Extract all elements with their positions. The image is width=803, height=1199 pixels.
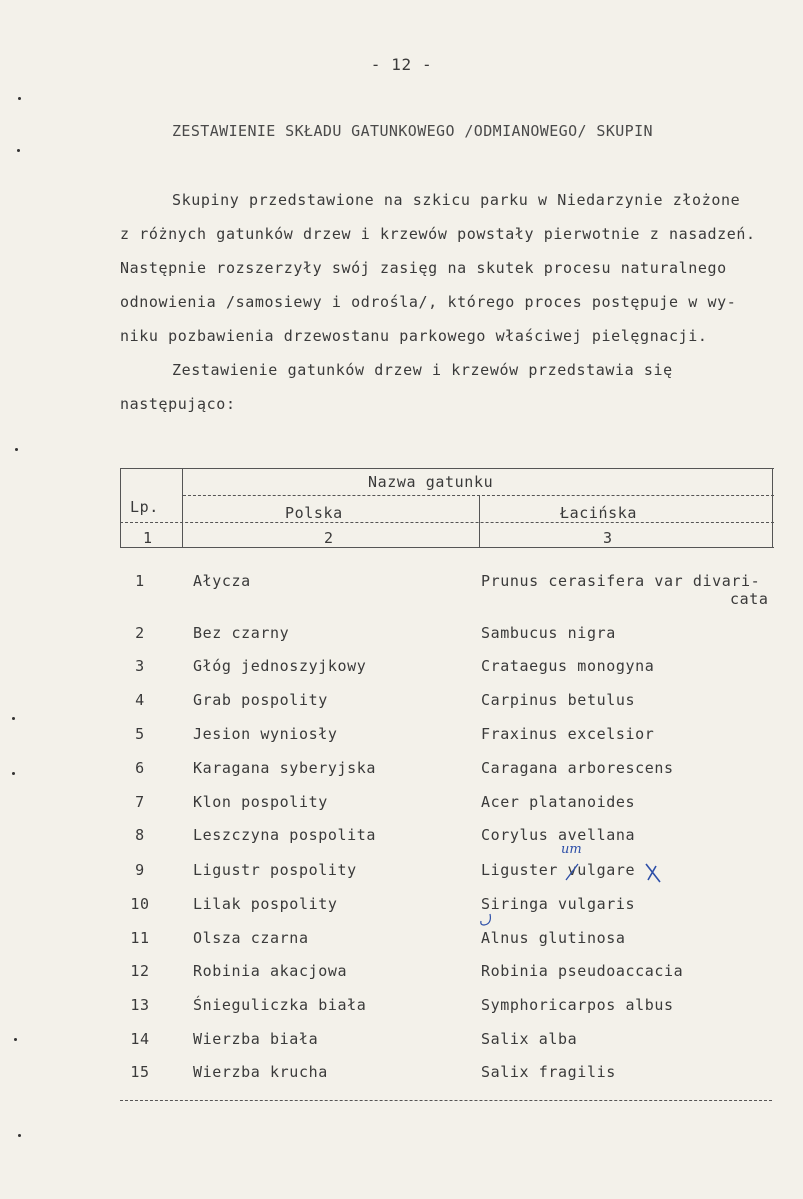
row-number: 11 — [130, 929, 150, 947]
polish-name: Bez czarny — [193, 624, 290, 642]
margin-speck — [14, 1038, 17, 1041]
table-left-border — [120, 468, 121, 548]
latin-name: Salix fragilis — [481, 1063, 616, 1081]
table-row — [0, 691, 803, 715]
table-row — [0, 793, 803, 817]
latin-name: Corylus avellana — [481, 826, 636, 844]
handwritten-correction: um — [561, 842, 582, 857]
table-column-divider — [479, 496, 480, 548]
polish-name: Olsza czarna — [193, 929, 309, 947]
table-row — [0, 1063, 803, 1087]
table-row — [0, 624, 803, 648]
column-number: 1 — [143, 529, 153, 547]
table-row — [0, 759, 803, 783]
page-number: - 12 - — [370, 55, 433, 74]
column-number: 2 — [324, 529, 334, 547]
margin-speck — [17, 149, 20, 152]
row-number: 6 — [135, 759, 145, 777]
row-number: 7 — [135, 793, 145, 811]
table-row — [0, 861, 803, 885]
polish-name: Głóg jednoszyjkowy — [193, 657, 367, 675]
document-title: ZESTAWIENIE SKŁADU GATUNKOWEGO /ODMIANOWEGO/ SKUPIN — [172, 122, 653, 140]
paragraph-line: Zestawienie gatunków drzew i krzewów przedstawia się — [172, 361, 673, 379]
header-lp: Lp. — [130, 498, 159, 516]
polish-name: Klon pospolity — [193, 793, 328, 811]
paragraph-line: niku pozbawienia drzewostanu parkowego właściwej pielęgnacji. — [120, 327, 708, 345]
paragraph-line: Skupiny przedstawione na szkicu parku w Niedarzynie złożone — [172, 191, 741, 209]
handwritten-mark — [478, 912, 498, 928]
row-number: 5 — [135, 725, 145, 743]
header-species-name: Nazwa gatunku — [368, 473, 494, 491]
polish-name: Wierzba biała — [193, 1030, 319, 1048]
margin-speck — [18, 97, 21, 100]
paragraph-line: odnowienia /samosiewy i odrośla/, którego proces postępuje w wy- — [120, 293, 737, 311]
margin-speck — [15, 448, 18, 451]
polish-name: Wierzba krucha — [193, 1063, 328, 1081]
latin-name: Acer platanoides — [481, 793, 636, 811]
table-row — [0, 657, 803, 681]
polish-name: Jesion wyniosły — [193, 725, 338, 743]
latin-name: Caragana arborescens — [481, 759, 674, 777]
table-bottom-border — [120, 1100, 772, 1101]
row-number: 15 — [130, 1063, 150, 1081]
paragraph-line: Następnie rozszerzyły swój zasięg na skutek procesu naturalnego — [120, 259, 727, 277]
table-right-border — [772, 468, 773, 548]
paragraph-line: z różnych gatunków drzew i krzewów powstały pierwotnie z nasadzeń. — [120, 225, 756, 243]
polish-name: Karagana syberyjska — [193, 759, 376, 777]
latin-name: Symphoricarpos albus — [481, 996, 674, 1014]
header-latin: Łacińska — [560, 504, 638, 522]
latin-name: Liguster vulgare — [481, 861, 636, 879]
row-number: 2 — [135, 624, 145, 642]
row-number: 3 — [135, 657, 145, 675]
row-number: 1 — [135, 572, 145, 590]
table-row — [0, 572, 803, 608]
row-number: 8 — [135, 826, 145, 844]
table-row — [0, 962, 803, 986]
table-subheader-divider — [120, 522, 774, 523]
row-number: 9 — [135, 861, 145, 879]
table-header-bottom-border — [120, 547, 774, 548]
margin-speck — [12, 717, 15, 720]
polish-name: Grab pospolity — [193, 691, 328, 709]
table-row — [0, 895, 803, 919]
row-number: 10 — [130, 895, 150, 913]
handwritten-strike-mark — [560, 858, 670, 886]
row-number: 12 — [130, 962, 150, 980]
row-number: 14 — [130, 1030, 150, 1048]
latin-name: Salix alba — [481, 1030, 578, 1048]
margin-speck — [18, 1134, 21, 1137]
latin-name: Robinia pseudoaccacia — [481, 962, 684, 980]
latin-name: Alnus glutinosa — [481, 929, 626, 947]
polish-name: Ałycza — [193, 572, 251, 590]
latin-name-continued: cata — [730, 590, 769, 608]
polish-name: Robinia akacjowa — [193, 962, 348, 980]
latin-name: Fraxinus excelsior — [481, 725, 655, 743]
latin-name: Carpinus betulus — [481, 691, 636, 709]
table-row — [0, 725, 803, 749]
table-row — [0, 929, 803, 953]
table-top-border — [120, 468, 774, 469]
row-number: 4 — [135, 691, 145, 709]
table-row — [0, 826, 803, 850]
polish-name: Ligustr pospolity — [193, 861, 357, 879]
table-column-divider — [182, 468, 183, 548]
latin-name: Crataegus monogyna — [481, 657, 655, 675]
header-polish: Polska — [285, 504, 343, 522]
polish-name: Leszczyna pospolita — [193, 826, 376, 844]
polish-name: Lilak pospolity — [193, 895, 338, 913]
table-row — [0, 996, 803, 1020]
row-number: 13 — [130, 996, 150, 1014]
table-row — [0, 1030, 803, 1054]
polish-name: Śnieguliczka biała — [193, 996, 367, 1014]
margin-speck — [12, 772, 15, 775]
paragraph-line: następująco: — [120, 395, 236, 413]
latin-name: Prunus cerasifera var divari- — [481, 572, 761, 590]
latin-name: Sambucus nigra — [481, 624, 616, 642]
column-number: 3 — [603, 529, 613, 547]
latin-name: Siringa vulgaris — [481, 895, 636, 913]
